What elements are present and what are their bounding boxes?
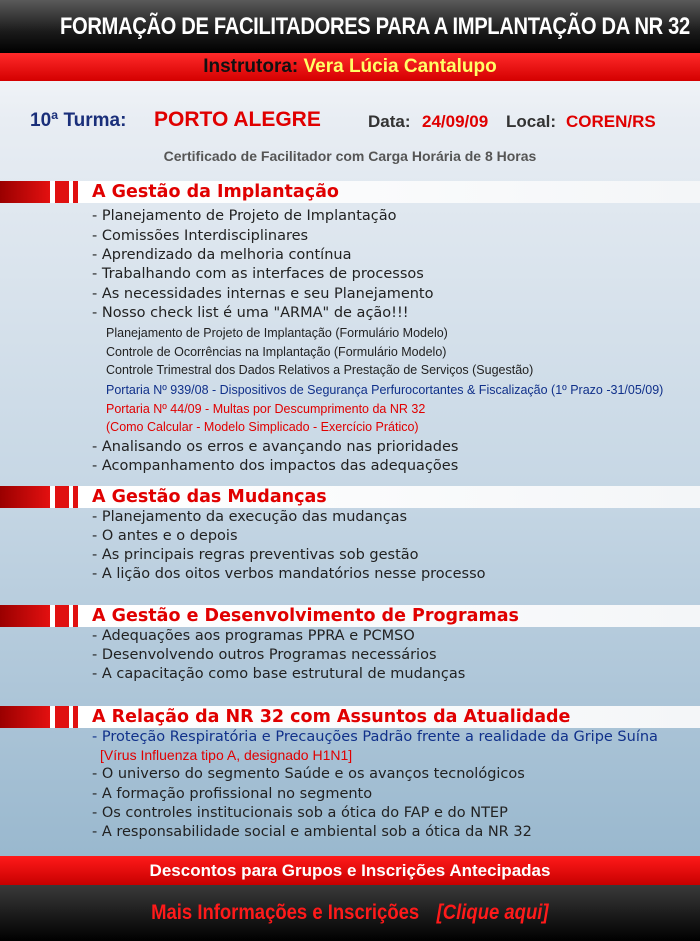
instructor-label: Instrutora: (203, 56, 299, 77)
list-item: - Adequações aos programas PPRA e PCMSO (92, 628, 415, 644)
turma-value: PORTO ALEGRE (154, 108, 321, 131)
list-item: - As principais regras preventivas sob gestão (92, 547, 419, 563)
date-label: Data: (368, 112, 411, 131)
section-marker (73, 706, 78, 728)
list-item: - Aprendizado da melhoria contínua (92, 247, 352, 263)
more-info-banner[interactable] (0, 885, 700, 941)
sub-item: Controle de Ocorrências na Implantação (Formulário Modelo) (106, 345, 447, 359)
section-header-implantacao (0, 181, 700, 203)
section-title: A Gestão da Implantação (92, 182, 339, 202)
sub-item-calculo: (Como Calcular - Modelo Simplicado - Exercício Prático) (106, 420, 419, 434)
list-item: - Desenvolvendo outros Programas necessários (92, 647, 437, 663)
list-item: - Nosso check list é uma "ARMA" de ação!!! (92, 305, 409, 321)
list-item: - As necessidades internas e seu Planejamento (92, 286, 434, 302)
list-item-h1n1: [Vírus Influenza tipo A, designado H1N1] (100, 747, 353, 763)
section-marker (55, 605, 69, 627)
turma-label: 10ª Turma: (30, 110, 127, 131)
sub-item-portaria-939: Portaria Nº 939/08 - Dispositivos de Segurança Perfurocortantes & Fiscalização (1º Prazo -31/05/09) (106, 383, 664, 397)
sub-item: Controle Trimestral dos Dados Relativos a Prestação de Serviços (Sugestão) (106, 363, 534, 377)
list-item: - A formação profissional no segmento (92, 786, 373, 802)
section-header-atualidade (0, 706, 700, 728)
sub-item-portaria-44: Portaria Nº 44/09 - Multas por Descumprimento da NR 32 (106, 402, 426, 416)
section-marker (73, 605, 78, 627)
list-item: - O universo do segmento Saúde e os avanços tecnológicos (92, 766, 525, 782)
section-marker (55, 486, 69, 508)
instructor-bar (0, 53, 700, 81)
more-info-label: Mais Informações e Inscrições (151, 901, 420, 924)
page-title: FORMAÇÃO DE FACILITADORES PARA A IMPLANTAÇÃO DA NR 32 (0, 0, 700, 53)
local-value: COREN/RS (566, 112, 656, 131)
list-item: - Planejamento da execução das mudanças (92, 509, 408, 525)
sub-item: Planejamento de Projeto de Implantação (Formulário Modelo) (106, 326, 448, 340)
section-header-mudancas (0, 486, 700, 508)
section-marker (73, 486, 78, 508)
list-item: - Comissões Interdisciplinares (92, 228, 309, 244)
list-item: - A capacitação como base estrutural de mudanças (92, 666, 466, 682)
section-marker (0, 181, 50, 203)
list-item: - Trabalhando com as interfaces de processos (92, 266, 424, 282)
list-item: - Planejamento de Projeto de Implantação (92, 208, 397, 224)
section-header-programas (0, 605, 700, 627)
discounts-banner: Descontos para Grupos e Inscrições Antecipadas (0, 856, 700, 885)
list-item: - Os controles institucionais sob a ótica do FAP e do NTEP (92, 805, 508, 821)
section-marker (55, 181, 69, 203)
section-marker (73, 181, 78, 203)
section-marker (0, 706, 50, 728)
instructor-name: Vera Lúcia Cantalupo (303, 56, 497, 77)
list-item-gripe: - Proteção Respiratória e Precauções Padrão frente a realidade da Gripe Suína (92, 729, 658, 745)
section-title: A Gestão das Mudanças (92, 487, 327, 507)
section-marker (0, 605, 50, 627)
list-item: - Acompanhamento dos impactos das adequações (92, 458, 459, 474)
list-item: - O antes e o depois (92, 528, 238, 544)
date-value: 24/09/09 (422, 112, 489, 131)
list-item: - A responsabilidade social e ambiental sob a ótica da NR 32 (92, 824, 532, 840)
click-here-link[interactable]: [Clique aqui] (436, 901, 549, 924)
local-label: Local: (506, 112, 557, 131)
event-info (30, 107, 690, 135)
list-item: - Analisando os erros e avançando nas prioridades (92, 439, 459, 455)
certificate-note: Certificado de Facilitador com Carga Horária de 8 Horas (163, 148, 537, 164)
section-marker (0, 486, 50, 508)
section-marker (55, 706, 69, 728)
list-item: - A lição dos oitos verbos mandatórios nesse processo (92, 566, 486, 582)
section-title: A Gestão e Desenvolvimento de Programas (92, 606, 519, 626)
section-title: A Relação da NR 32 com Assuntos da Atualidade (92, 707, 571, 727)
